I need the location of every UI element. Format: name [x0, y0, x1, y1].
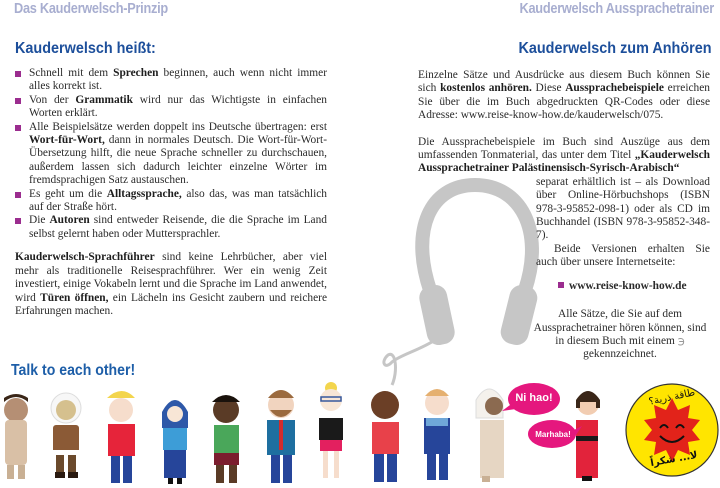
principle-list: [15, 67, 327, 241]
running-head-left: Das Kauderwelsch-Prinzip: [14, 1, 168, 17]
square-bullet-icon: [558, 282, 564, 288]
speech-bubble-ni-hao: Ni hao!: [515, 392, 553, 404]
website-link[interactable]: www.reise-know-how.de: [558, 280, 710, 293]
list-item: Schnell mit dem Sprechen beginnen, auch wenn nicht immer alles korrekt ist.: [15, 67, 327, 94]
speech-bubble-marhaba: Marhaba!: [535, 430, 571, 439]
list-item: Alle Beispielsätze werden doppelt ins Deutsche übertragen: erst Wort-für-Wort, dann in normales Deutsch. Die Wort-für-Wort-Übersetzung hilft, die neue Sprache schneller zu durchschauen, außerdem lassen sich dadurch leichter einzelne Wörter im fremdsprachigen Satz austauschen.: [15, 121, 327, 188]
left-page-body: [15, 67, 327, 318]
list-item: Die Autoren sind entweder Reisende, die die Sprache im Land selbst gelernt haben oder Muttersprachler.: [15, 214, 327, 241]
square-bullet-icon: [15, 125, 21, 131]
running-head-right: Kauderwelsch Aussprachetrainer: [519, 1, 714, 17]
square-bullet-icon: [15, 98, 21, 104]
audio-website-intro: Beide Versionen erhalten Sie auch über unsere Internetseite:: [536, 242, 710, 269]
heading-kauderwelsch-heisst: Kauderwelsch heißt:: [15, 40, 156, 57]
square-bullet-icon: [15, 192, 21, 198]
slogan-talk-to-each-other: Talk to each other!: [11, 362, 136, 379]
right-page-body: [418, 69, 710, 362]
square-bullet-icon: [15, 71, 21, 77]
heading-zum-anhoeren: Kauderwelsch zum Anhören: [518, 40, 712, 57]
badge-text-bottom: لا... شكراً: [649, 449, 699, 470]
list-item: Es geht um die Alltagssprache, also das, was man tatsächlich auf der Straße hört.: [15, 188, 327, 215]
list-item: Von der Grammatik wird nur das Wichtigste in einfachen Worten erklärt.: [15, 94, 327, 121]
audio-details-paragraph: Die Aussprachebeispiele im Buch sind Auszüge aus dem umfassenden Tonmaterial, das unter dem Titel „Kauderwelsch Aussprachetrainer Palästinensisch-Syrisch-Arabisch“: [418, 135, 710, 175]
audio-intro-paragraph: Einzelne Sätze und Ausdrücke aus diesem Buch können Sie sich kostenlos anhören. Diese Aussprachebeispiele erreichen Sie über die im Buch abgedruckten QR-Codes oder diese Adresse: www.reise-know-how.de/kauderwelsch/075.: [418, 69, 711, 122]
square-bullet-icon: [15, 218, 21, 224]
ear-audio-icon: ℈: [677, 335, 685, 347]
audio-availability-paragraph: separat erhältlich ist – als Download über Online-Hörbuchshops (ISBN 978-3-95852-098-1) oder als CD im Buchhandel (ISBN 978-3-95852-348-7).: [536, 175, 710, 242]
intro-paragraph: Kauderwelsch-Sprachführer sind keine Lehrbücher, aber viel mehr als traditionelle Reisesprachführer. Wer ein wenig Zeit investiert, einige Vokabeln lernt und die Sprache im Land anwendet, wird Türen öffnen, ein Lächeln ins Gesicht zaubern und reichere Erfahrungen machen.: [15, 251, 327, 317]
closing-note: Alle Sätze, die Sie auf dem Aussprachetrainer hören können, sind in diesem Buch mit einem ℈ gekennzeichnet.: [533, 308, 707, 361]
badge-text-top: طاقة ذرية؟: [647, 387, 697, 408]
